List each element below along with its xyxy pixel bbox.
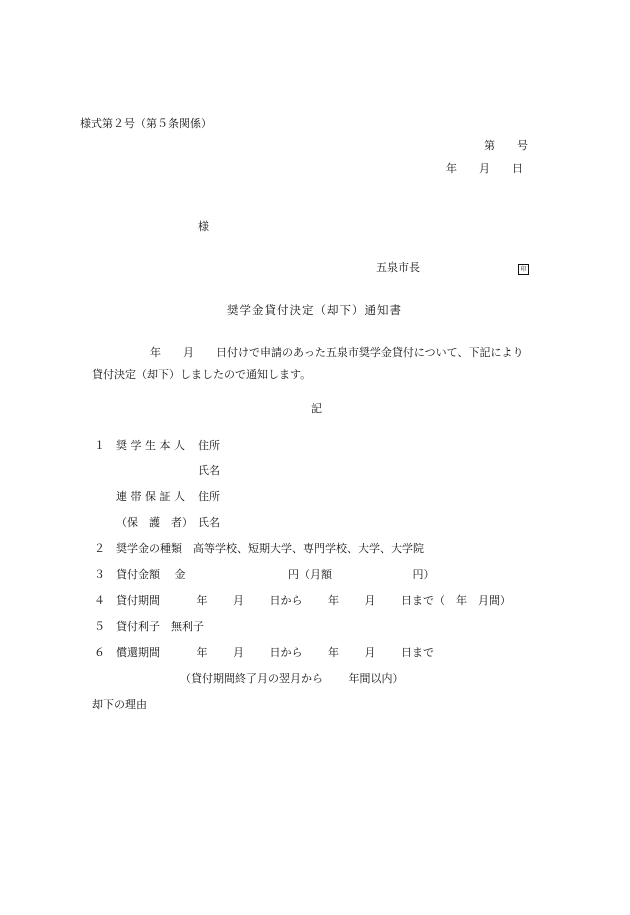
- item-5-number: ５: [94, 620, 105, 633]
- form-label: 様式第２号（第５条関係）: [80, 117, 212, 130]
- item-4-number: ４: [94, 594, 105, 607]
- issuer-name: 五泉市長: [376, 261, 420, 274]
- item-5-text: 貸付利子 無利子: [116, 620, 204, 633]
- item-3-number: ３: [94, 568, 105, 581]
- item-1-name-label: 氏名: [198, 464, 220, 477]
- item-6-note: （貸付期間終了月の翌月から 年間以内）: [180, 672, 404, 685]
- item-6-text: 償還期間 年 月 日から 年 月 日まで: [116, 646, 434, 659]
- item-1-label: 奨 学 生 本 人: [116, 439, 185, 452]
- seal-mark: 印: [518, 262, 529, 275]
- item-2-text: 奨学金の種類 高等学校、短期大学、専門学校、大学、大学院: [116, 542, 424, 555]
- issue-date: 年 月 日: [446, 162, 523, 175]
- guardian-name-label: 氏名: [198, 516, 220, 529]
- body-line-2: 貸付決定（却下）しましたので通知します。: [92, 368, 312, 381]
- document-number: 第 号: [484, 139, 528, 152]
- guardian-label: （保 護 者）: [116, 516, 193, 529]
- item-6-number: ６: [94, 646, 105, 659]
- ki-heading: 記: [311, 402, 322, 415]
- item-3-text: 貸付金額 金 円（月額 円）: [116, 568, 435, 581]
- body-line-1: 年 月 日付けで申請のあった五泉市奨学金貸付について、下記により: [150, 346, 524, 359]
- rejection-reason-label: 却下の理由: [92, 698, 147, 711]
- document-title: 奨学金貸付決定（却下）通知書: [227, 303, 402, 317]
- item-1-address-label: 住所: [198, 439, 220, 452]
- addressee-suffix: 様: [198, 220, 209, 233]
- guarantor-label: 連 帯 保 証 人: [116, 490, 185, 503]
- guarantor-address-label: 住所: [198, 490, 220, 503]
- item-4-text: 貸付期間 年 月 日から 年 月 日まで（ 年 月間）: [116, 594, 511, 607]
- item-1-number: １: [94, 439, 105, 452]
- item-2-number: ２: [94, 542, 105, 555]
